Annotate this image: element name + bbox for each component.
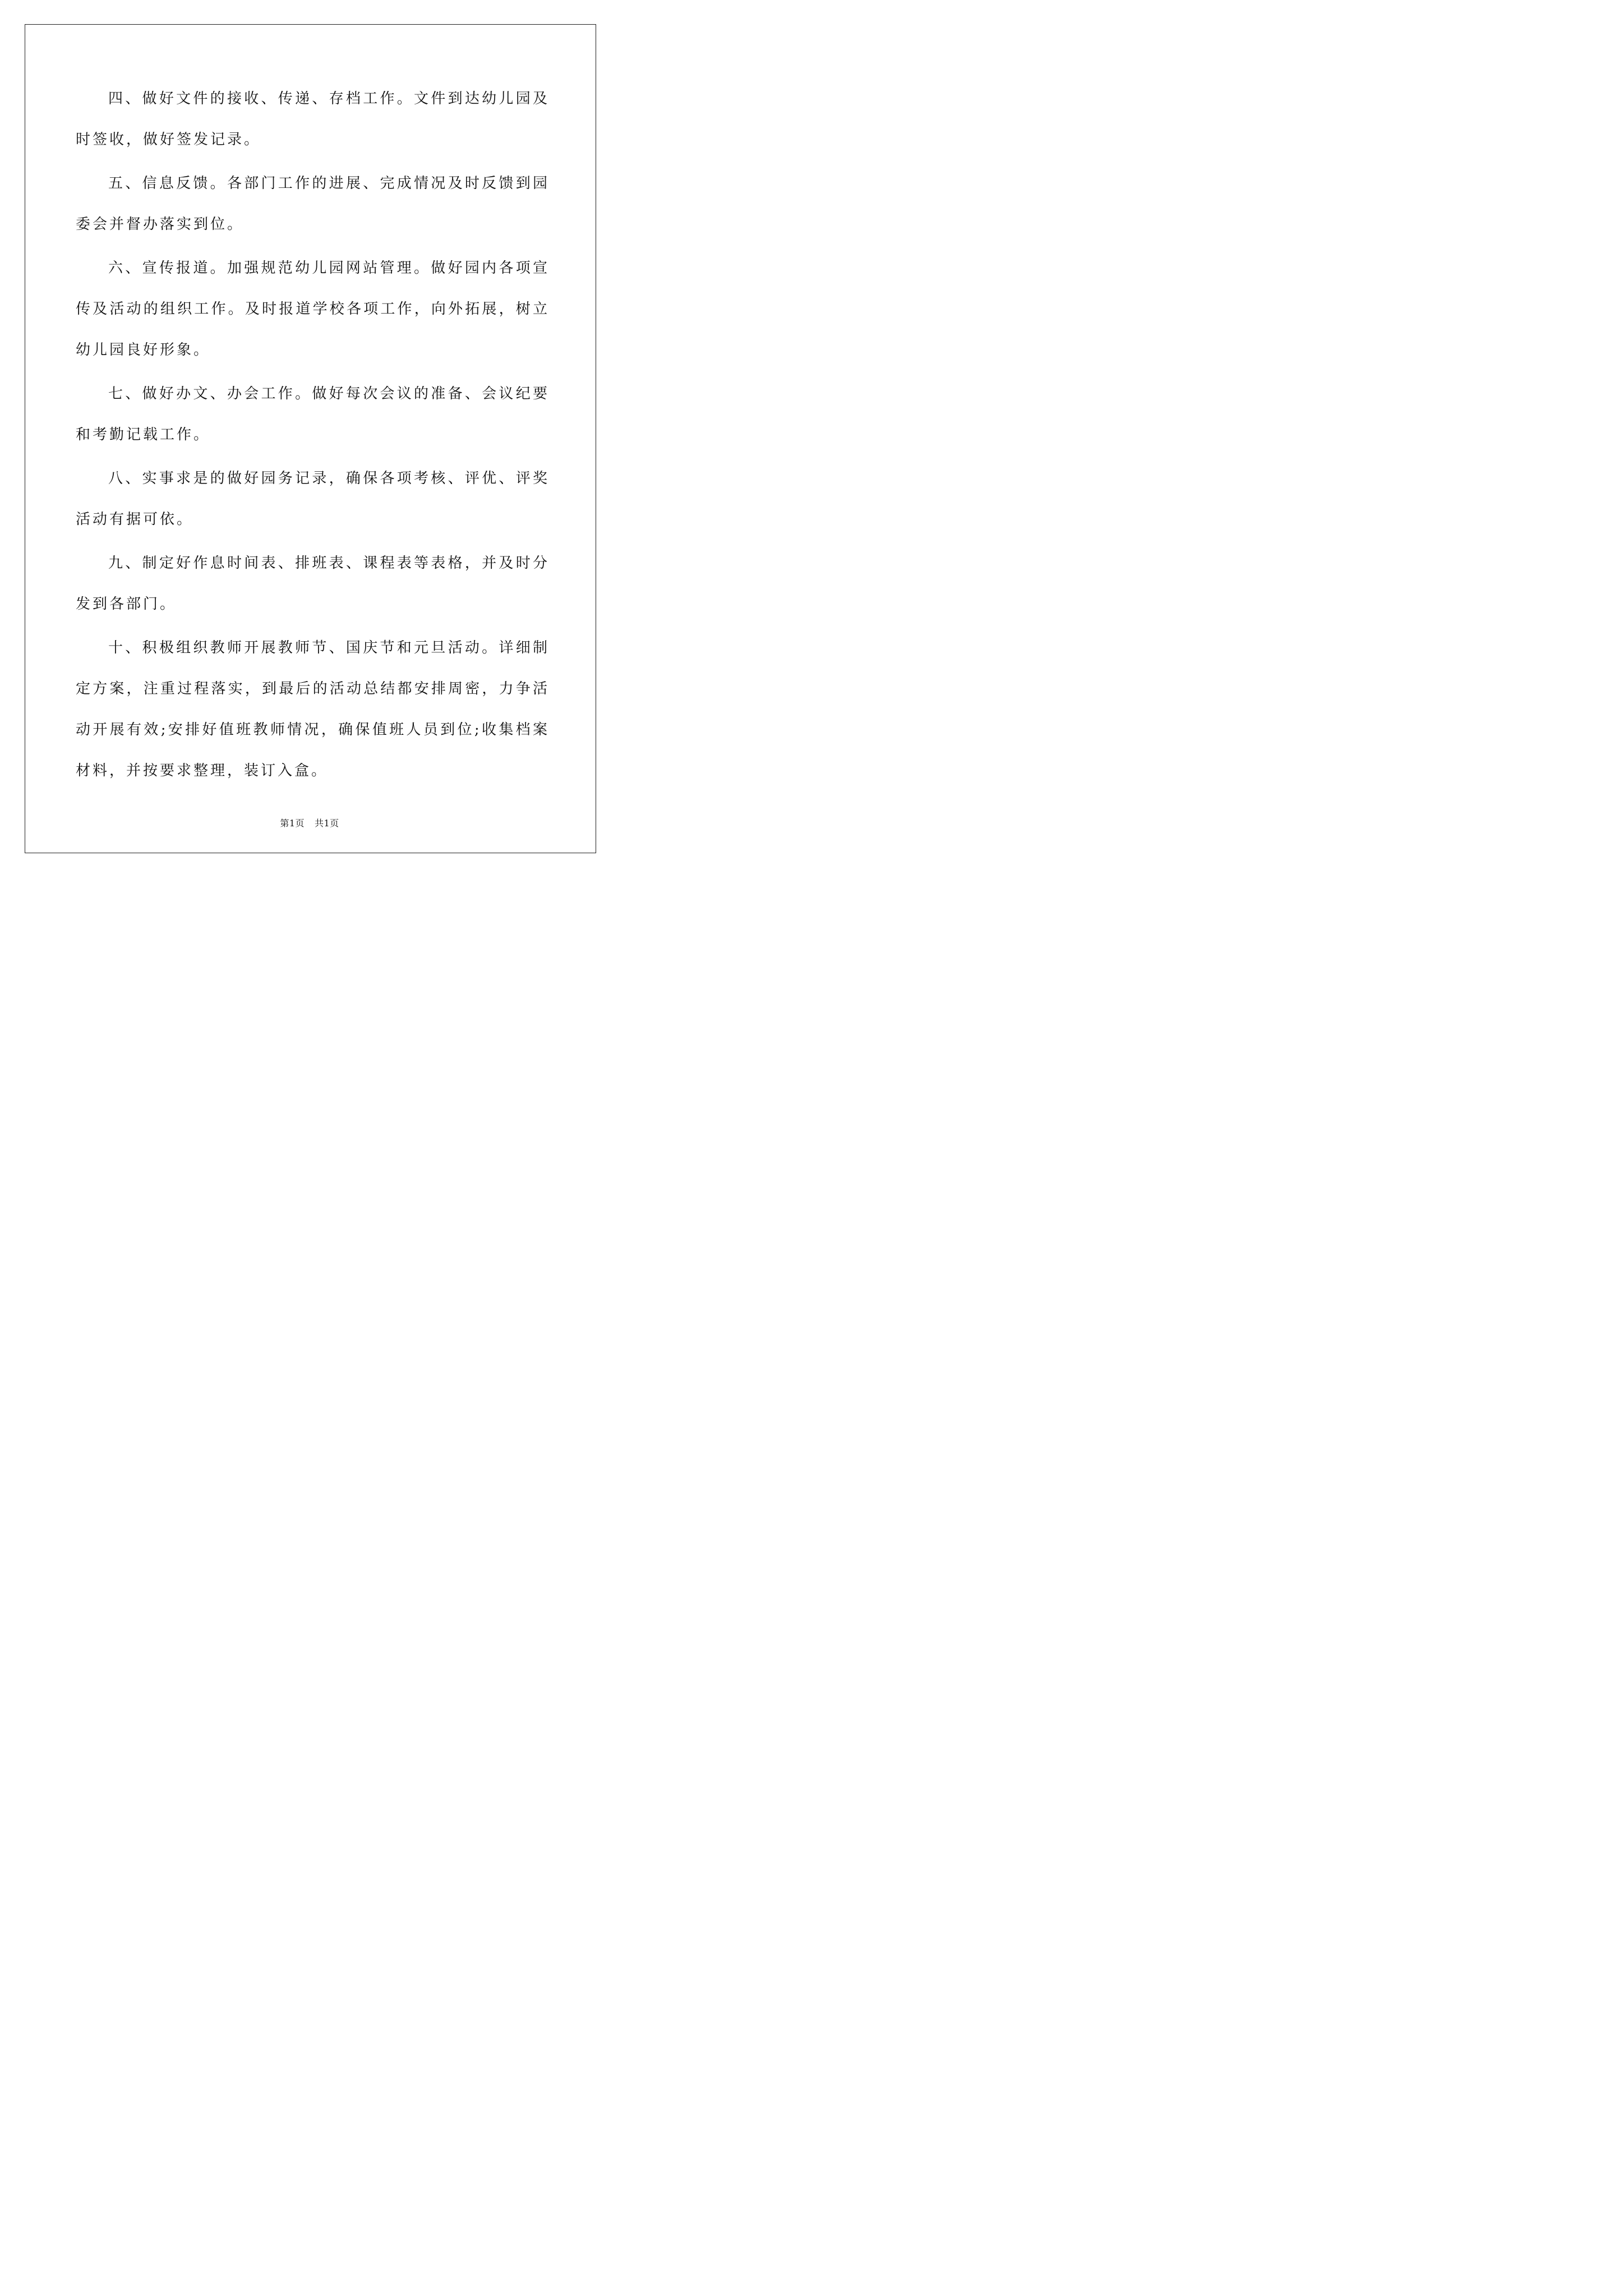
- paragraph-item-4: 四、做好文件的接收、传递、存档工作。文件到达幼儿园及时签收，做好签发记录。: [76, 90, 550, 148]
- paragraph-item-10: 十、积极组织教师开展教师节、国庆节和元旦活动。详细制定方案，注重过程落实，到最后的活动总结都安排周密，力争活动开展有效;安排好值班教师情况，确保值班人员到位;收集档案材料，并按要求整理，装订入盒。: [76, 639, 550, 779]
- paragraph-item-5: 五、信息反馈。各部门工作的进展、完成情况及时反馈到园委会并督办落实到位。: [76, 175, 550, 233]
- document-body: [76, 79, 550, 794]
- paragraph-item-6: 六、宣传报道。加强规范幼儿园网站管理。做好园内各项宣传及活动的组织工作。及时报道学校各项工作，向外拓展，树立幼儿园良好形象。: [76, 260, 550, 358]
- page-number: 第1页: [280, 818, 305, 829]
- page-footer: [0, 816, 619, 829]
- page-total: 共1页: [315, 818, 339, 829]
- paragraph-item-7: 七、做好办文、办会工作。做好每次会议的准备、会议纪要和考勤记载工作。: [76, 385, 550, 443]
- paragraph-item-9: 九、制定好作息时间表、排班表、课程表等表格，并及时分发到各部门。: [76, 555, 550, 613]
- paragraph-item-8: 八、实事求是的做好园务记录，确保各项考核、评优、评奖活动有据可依。: [76, 470, 550, 528]
